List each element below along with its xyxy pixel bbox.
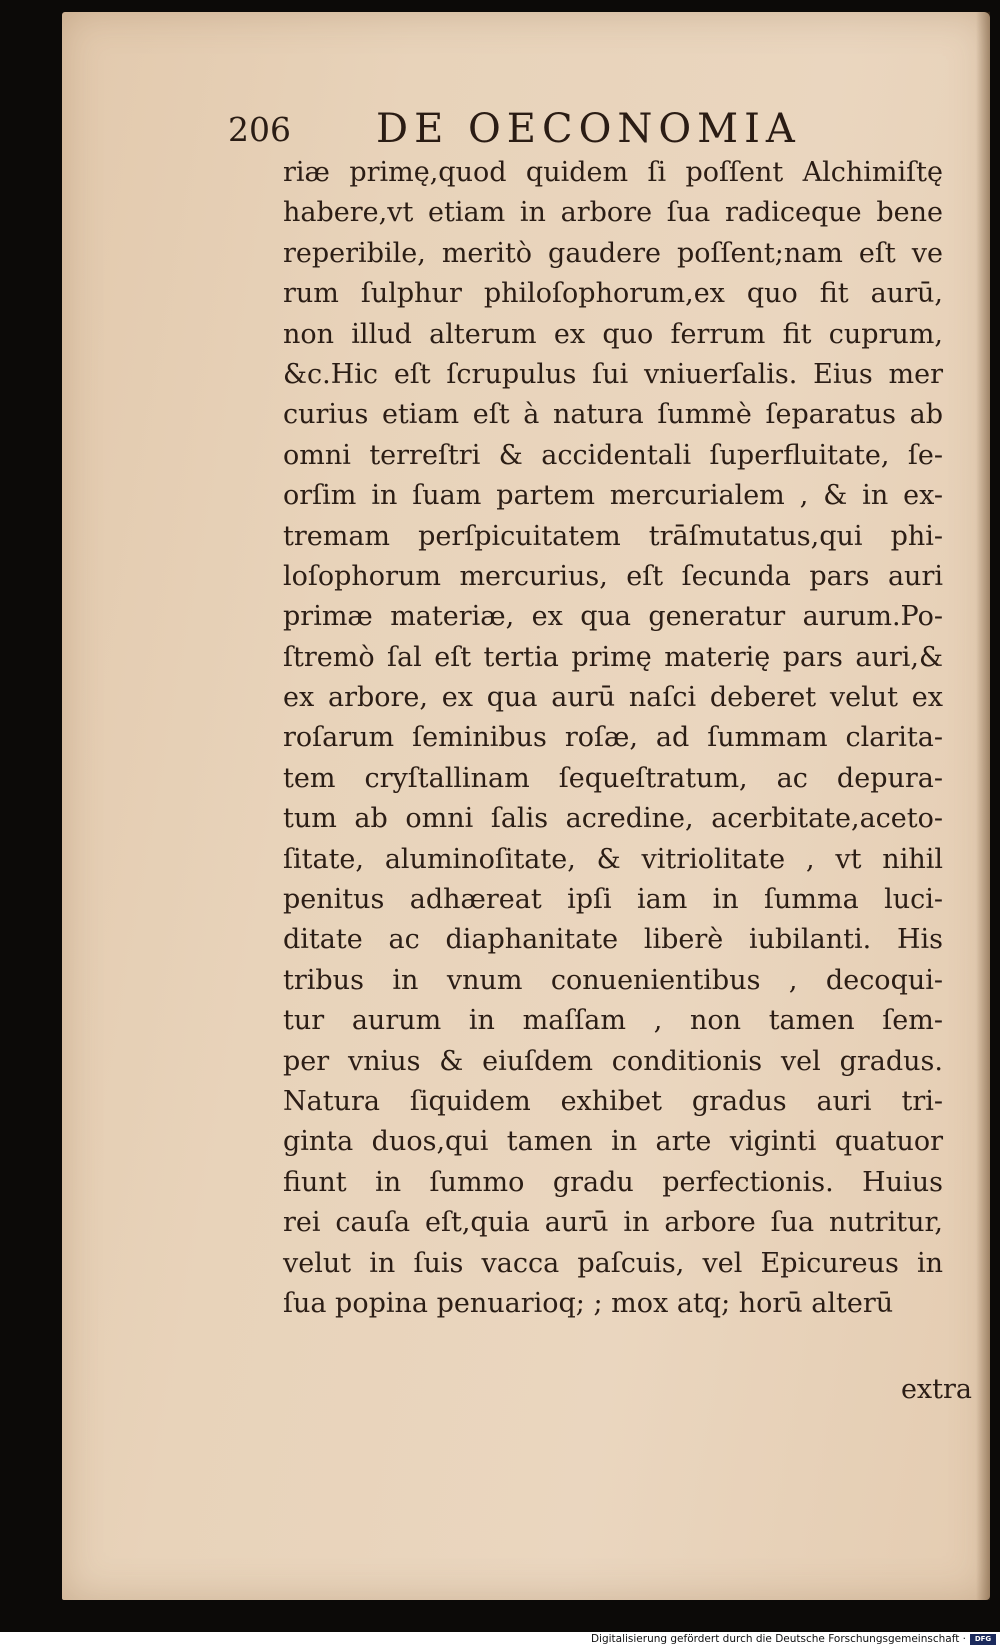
- text-line: curius etiam eſt à natura ſummè ſeparatus ab: [283, 399, 943, 431]
- text-line: ginta duos,qui tamen in arte viginti quatuor: [283, 1126, 943, 1158]
- text-line: rum ſulphur philoſophorum,ex quo fit aurū,: [283, 278, 943, 310]
- page-header: [228, 100, 868, 160]
- text-line: tur aurum in maſſam , non tamen ſem-: [283, 1005, 943, 1037]
- body-text: [283, 153, 943, 1324]
- text-line: ſtremò ſal eſt tertia primę materię pars auri,&: [283, 641, 943, 673]
- text-line: ſua popina penuarioq; ; mox atq; horū alterū: [283, 1287, 894, 1319]
- funding-credit: Digitalisierung gefördert durch die Deutsche Forschungsgemeinschaft ·: [590, 1633, 966, 1645]
- text-line: fiunt in ſummo gradu perfectionis. Huius: [283, 1166, 943, 1198]
- book-page: [62, 12, 990, 1600]
- text-line: reperibile, meritò gaudere poſſent;nam eſt ve: [283, 237, 943, 269]
- text-line: orſim in ſuam partem mercurialem , & in ex-: [283, 480, 943, 512]
- text-line: ditate ac diaphanitate liberè iubilanti. His: [283, 924, 943, 956]
- text-line: ex arbore, ex qua aurū naſci deberet velut ex: [283, 682, 943, 714]
- text-line: loſophorum mercurius, eſt ſecunda pars auri: [283, 560, 943, 592]
- catchword: extra: [900, 1374, 972, 1405]
- text-line: tum ab omni ſalis acredine, acerbitate,aceto-: [283, 803, 943, 835]
- text-line: per vnius & eiuſdem conditionis vel gradus.: [283, 1045, 943, 1077]
- page-gutter-shadow: [976, 12, 990, 1600]
- text-line: &c.Hic eſt ſcrupulus ſui vniuerſalis. Eius mer: [283, 358, 943, 390]
- text-line: riæ primę,quod quidem ſi poſſent Alchimiſtę: [283, 157, 943, 188]
- text-line: primæ materiæ, ex qua generatur aurum.Po-: [283, 601, 943, 633]
- text-line: tribus in vnum conuenientibus , decoqui-: [283, 964, 943, 996]
- text-line: roſarum ſeminibus roſæ, ad ſummam clarita-: [283, 722, 943, 754]
- digitization-footer: [0, 1632, 1000, 1647]
- page-number: 206: [228, 110, 291, 149]
- text-line: velut in ſuis vacca paſcuis, vel Epicureus in: [283, 1247, 943, 1279]
- text-line: non illud alterum ex quo ferrum fit cuprum,: [283, 318, 943, 350]
- text-line: tem cryſtallinam ſequeſtratum, ac depura-: [283, 762, 943, 794]
- running-title: DE OECONOMIA: [376, 106, 801, 152]
- text-line: tremam perſpicuitatem trāſmutatus,qui phi-: [283, 520, 943, 552]
- text-line: penitus adhæreat ipſi iam in ſumma luci-: [283, 884, 943, 916]
- text-line: ſitate, aluminoſitate, & vitriolitate , vt nihil: [283, 843, 943, 875]
- text-line: rei cauſa eſt,quia aurū in arbore ſua nutritur,: [283, 1207, 943, 1239]
- dfg-logo-icon: DFG: [970, 1634, 996, 1645]
- text-line: Natura ſiquidem exhibet gradus auri tri-: [283, 1085, 943, 1117]
- text-line: omni terreſtri & accidentali ſuperfluitate, ſe-: [283, 439, 943, 471]
- text-line: habere,vt etiam in arbore ſua radiceque bene: [283, 197, 943, 229]
